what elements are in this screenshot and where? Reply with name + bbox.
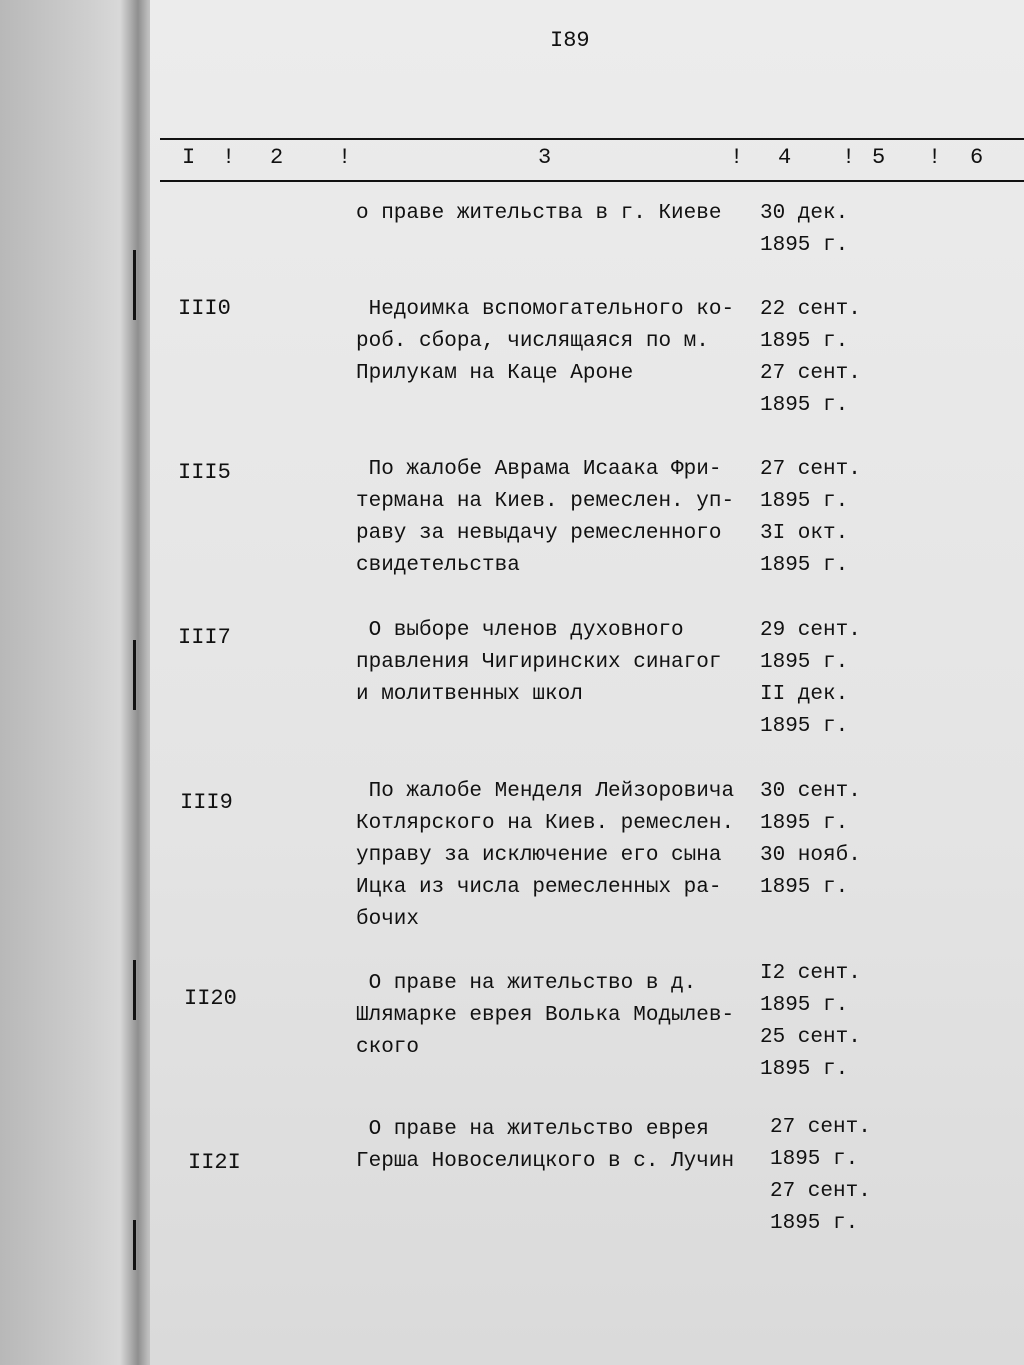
entry-description: По жалобе Аврама Исаака Фри- термана на Киев. ремеслен. уп- раву за невыдачу ремесленного свидетельства <box>356 458 735 577</box>
entry-description: О праве на жительство еврея Герша Новоселицкого в с. Лучин <box>356 1118 735 1173</box>
entry-number: II2I <box>188 1150 241 1175</box>
entry-dates: 27 сент. 1895 г. 27 сент. 1895 г. <box>770 1116 871 1235</box>
entry-dates: I2 сент. 1895 г. 25 сент. 1895 г. <box>760 962 861 1081</box>
entry-description: о праве жительства в г. Киеве <box>356 202 722 225</box>
col-separator: ! <box>730 145 744 170</box>
binding-thread <box>133 250 136 320</box>
entry-description: Недоимка вспомогательного ко- роб. сбора, числящаяся по м. Прилукам на Каце Ароне <box>356 298 735 385</box>
page-number: I89 <box>550 28 590 53</box>
entry-description: О праве на жительство в д. Шлямарке еврея Волька Модылев- ского <box>356 972 735 1059</box>
entry-dates: 30 дек. 1895 г. <box>760 202 849 257</box>
col-1-header: I <box>182 145 196 170</box>
entry-dates: 22 сент. 1895 г. 27 сент. 1895 г. <box>760 298 861 417</box>
col-5-header: 5 <box>872 145 886 170</box>
col-separator: ! <box>842 145 856 170</box>
entry-number: II20 <box>184 986 237 1011</box>
header-rule-bottom <box>160 180 1024 182</box>
header-rule-top <box>160 138 1024 140</box>
col-separator: ! <box>338 145 352 170</box>
binding-thread <box>133 1220 136 1270</box>
col-4-header: 4 <box>778 145 792 170</box>
entry-description: По жалобе Менделя Лейзоровича Котлярского на Киев. ремеслен. управу за исключение его сына Ицка из числа ремесленных ра- бочих <box>356 780 735 931</box>
col-separator: ! <box>928 145 942 170</box>
entry-number: III7 <box>178 625 231 650</box>
entry-number: III0 <box>178 296 231 321</box>
entry-dates: 30 сент. 1895 г. 30 нояб. 1895 г. <box>760 780 861 899</box>
col-3-header: 3 <box>538 145 552 170</box>
binding-thread <box>133 960 136 1020</box>
entry-dates: 27 сент. 1895 г. 3I окт. 1895 г. <box>760 458 861 577</box>
col-separator: ! <box>222 145 236 170</box>
col-2-header: 2 <box>270 145 284 170</box>
col-6-header: 6 <box>970 145 984 170</box>
entry-number: III9 <box>180 790 233 815</box>
entry-dates: 29 сент. 1895 г. II дек. 1895 г. <box>760 619 861 738</box>
entry-description: О выборе членов духовного правления Чигиринских синагог и молитвенных школ <box>356 619 722 706</box>
entry-number: III5 <box>178 460 231 485</box>
binding-thread <box>133 640 136 710</box>
